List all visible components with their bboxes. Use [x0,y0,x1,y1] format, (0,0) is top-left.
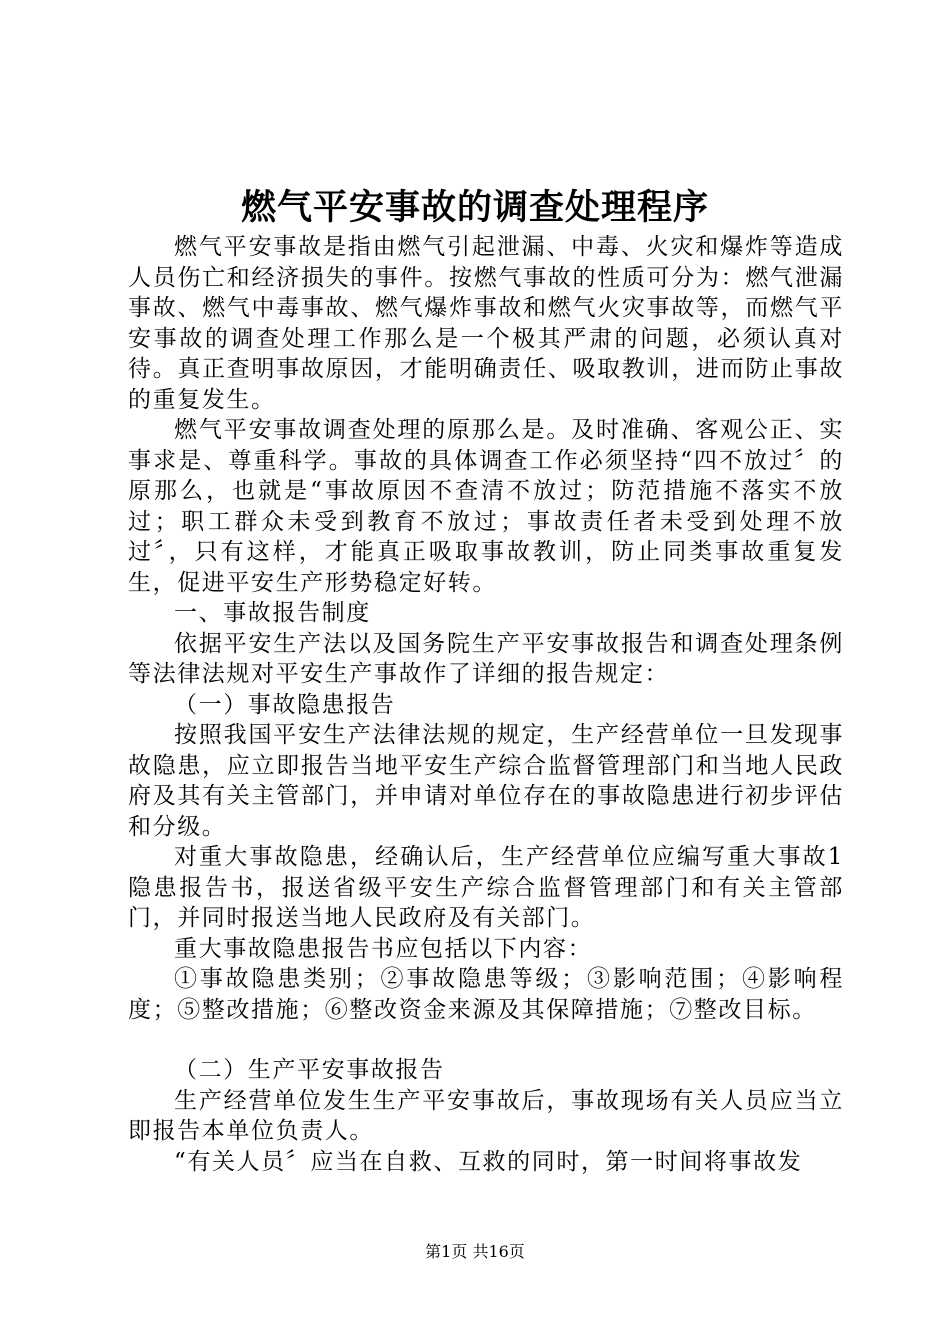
section-heading-reporting-system: 一、事故报告制度 [174,600,371,626]
paragraph-hazard-report: 按照我国平安生产法律法规的规定，生产经营单位一旦发现事故隐患，应立即报告当地平安生产综合监督管理部门和当地人民政府及其有关主管部门，并申请对单位存在的事故隐患进行初步评估和分级。 [128,722,844,840]
paragraph-report-contents-list: ①事故隐患类别；②事故隐患等级；③影响范围；④影响程度；⑤整改措施；⑥整改资金来源及其保障措施；⑦整改目标。 [128,966,844,1023]
subsection-heading-hazard-report: （一）事故隐患报告 [174,691,396,718]
paragraph-principles: 燃气平安事故调查处理的原那么是。及时准确、客观公正、实事求是、尊重科学。事故的具体调查工作必须坚持“四不放过〞的原那么，也就是“事故原因不查清不放过；防范措施不落实不放过；职工群众未受到教育不放过；事故责任者未受到处理不放过〞，只有这样，才能真正吸取事故教训，防止同类事故重复发生，促进平安生产形势稳定好转。 [128,417,844,596]
paragraph-relevant-personnel: “有关人员〞应当在自救、互救的同时，第一时间将事故发 [174,1148,803,1175]
blank-line [128,1025,844,1055]
paragraph-accident-report: 生产经营单位发生生产平安事故后，事故现场有关人员应当立即报告本单位负责人。 [128,1087,844,1144]
paragraph-definition: 燃气平安事故是指由燃气引起泄漏、中毒、火灾和爆炸等造成人员伤亡和经济损失的事件。按燃气事故的性质可分为：燃气泄漏事故、燃气中毒事故、燃气爆炸事故和燃气火灾事故等，而燃气平安事故的调查处理工作那么是一个极其严肃的问题，必须认真对待。真正查明事故原因，才能明确责任、吸取教训，进而防止事故的重复发生。 [128,234,844,413]
document-body [128,232,844,1177]
paragraph-legal-basis: 依据平安生产法以及国务院生产平安事故报告和调查处理条例等法律法规对平安生产事故作了详细的报告规定： [128,630,844,687]
document-title: 燃气平安事故的调查处理程序 [240,187,709,228]
page-number-footer: 第1页 共16页 [425,1242,525,1261]
paragraph-major-hazard: 对重大事故隐患，经确认后，生产经营单位应编写重大事故1隐患报告书，报送省级平安生产综合监督管理部门和有关主管部门，并同时报送当地人民政府及有关部门。 [128,844,844,931]
paragraph-report-contents-intro: 重大事故隐患报告书应包括以下内容： [174,935,593,962]
subsection-heading-accident-report: （二）生产平安事故报告 [174,1057,445,1083]
